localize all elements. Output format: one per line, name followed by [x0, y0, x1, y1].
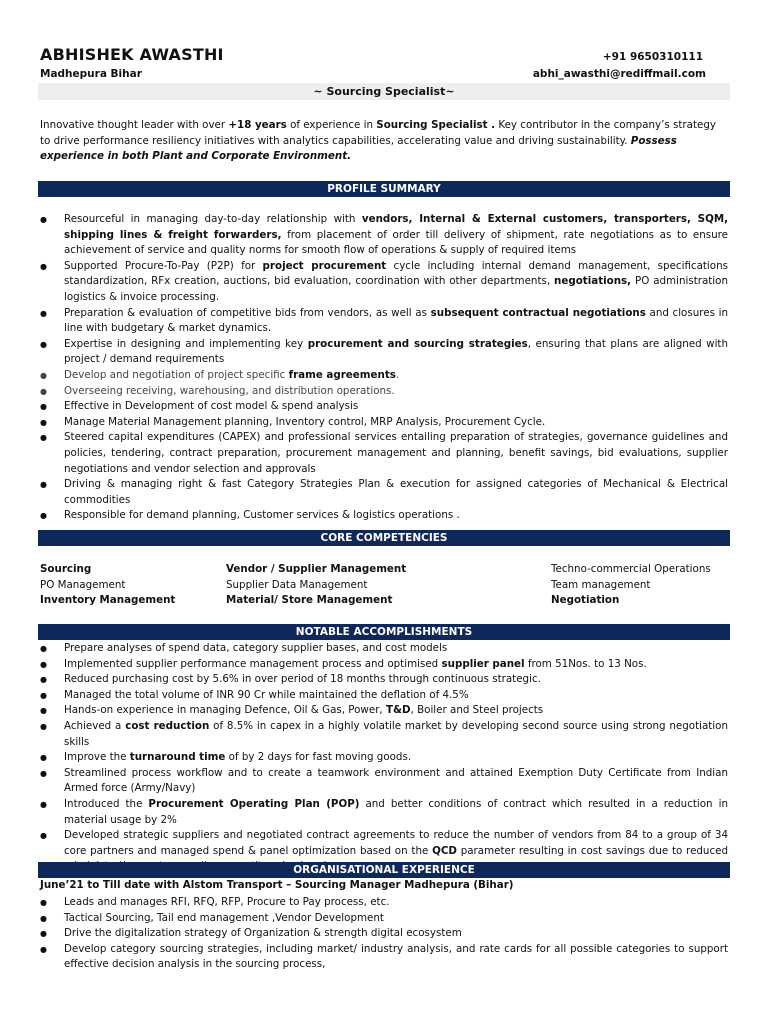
list-item: ● Improve the turnaround time of by 2 days for fast moving goods.: [40, 750, 728, 766]
competency-item: Inventory Management: [40, 594, 176, 607]
competency-item: Techno-commercial Operations: [551, 563, 711, 575]
intro-role: Sourcing Specialist .: [376, 119, 496, 131]
list-item: ● Develop category sourcing strategies, including market/ industry analysis, and rate cards for all possible categories to support effective decision analysis in the sourcing process,: [40, 942, 728, 973]
list-item: ● Reduced purchasing cost by 5.6% in over period of 18 months through continuous strategic.: [40, 672, 728, 688]
email-address[interactable]: abhi_awasthi@rediffmail.com: [532, 68, 706, 80]
competency-item: Vendor / Supplier Management: [226, 563, 407, 575]
candidate-name: ABHISHEK AWASTHI: [40, 45, 224, 64]
competency-item: PO Management: [40, 578, 126, 591]
list-item: ● Effective in Development of cost model & spend analysis: [40, 399, 728, 415]
job-title-banner: ~ Sourcing Specialist~: [38, 83, 730, 100]
list-item: ● Hands-on experience in managing Defence, Oil & Gas, Power, T&D, Boiler and Steel projects: [40, 703, 728, 719]
competency-item: Material/ Store Management: [226, 594, 393, 607]
list-item: ● Expertise in designing and implementing key procurement and sourcing strategies, ensuring that plans are aligned with project / demand requirements: [40, 337, 728, 368]
list-item: ● Overseeing receiving, warehousing, and distribution operations.: [40, 384, 728, 400]
list-item: ● Leads and manages RFI, RFQ, RFP, Procure to Pay process, etc.: [40, 895, 728, 911]
intro-text: of experience in: [286, 119, 377, 131]
competency-item: Team management: [551, 578, 651, 591]
section-header-organisational-experience: ORGANISATIONAL EXPERIENCE: [38, 862, 730, 878]
intro-years: +18 years: [228, 119, 287, 131]
list-item: ● Implemented supplier performance management process and optimised supplier panel from 51Nos. to 13 Nos.: [40, 657, 728, 673]
competency-column: [551, 562, 711, 609]
list-item: ● Supported Procure-To-Pay (P2P) for project procurement cycle including internal demand management, specifications standardization, RFx creation, auctions, bid evaluation, coordination with other departments, negotiations, PO administration logistics & invoice processing.: [40, 259, 728, 306]
experience-role-title: June’21 to Till date with Alstom Transport – Sourcing Manager Madhepura (Bihar): [40, 879, 514, 891]
list-item: ● Steered capital expenditures (CAPEX) and professional services entailing preparation of strategies, governance guidelines and policies, tendering, contract preparation, procurement management and planning, benefit savings, bid evaluations, supplier negotiations and vendor selection and approvals: [40, 430, 728, 477]
list-item: ● Introduced the Procurement Operating Plan (POP) and better conditions of contract which resulted in a reduction in material usage by 2%: [40, 797, 728, 828]
list-item: ● Managed the total volume of INR 90 Cr while maintained the deflation of 4.5%: [40, 688, 728, 704]
phone-number: +91 9650310111: [602, 51, 703, 63]
list-item: ● Preparation & evaluation of competitive bids from vendors, as well as subsequent contractual negotiations and closures in line with budgetary & market dynamics.: [40, 306, 728, 337]
list-item: ● Responsible for demand planning, Customer services & logistics operations .: [40, 508, 728, 524]
list-item: ● Achieved a cost reduction of 8.5% in capex in a highly volatile market by developing second source using strong negotiation skills: [40, 719, 728, 750]
section-header-profile-summary: PROFILE SUMMARY: [38, 181, 730, 197]
profile-summary-list: [40, 212, 728, 524]
list-item: ● Driving & managing right & fast Category Strategies Plan & execution for assigned categories of Mechanical & Electrical commodities: [40, 477, 728, 508]
list-item: ● Manage Material Management planning, Inventory control, MRP Analysis, Procurement Cycle.: [40, 415, 728, 431]
list-item: ● Resourceful in managing day-to-day relationship with vendors, Internal & External customers, transporters, SQM, shipping lines & freight forwarders, from placement of order till delivery of shipment, rate negotiations as to ensure achievement of service and quality norms for smooth flow of operations & supply of required items: [40, 212, 728, 259]
list-item: ● Tactical Sourcing, Tail end management ,Vendor Development: [40, 911, 728, 927]
competency-item: Negotiation: [551, 594, 620, 607]
competency-item: Supplier Data Management: [226, 578, 368, 591]
list-item: ● Drive the digitalization strategy of Organization & strength digital ecosystem: [40, 926, 728, 942]
location: Madhepura Bihar: [40, 68, 142, 80]
section-header-notable-accomplishments: NOTABLE ACCOMPLISHMENTS: [38, 624, 730, 640]
experience-duties-list: [40, 895, 728, 973]
accomplishments-list: [40, 641, 728, 875]
list-item: ● Develop and negotiation of project specific frame agreements.: [40, 368, 728, 384]
competency-item: Sourcing: [40, 563, 92, 575]
competency-column: [226, 562, 406, 609]
competency-column: [40, 562, 175, 609]
intro-text: Key contributor in the company’s strategy to drive performance resiliency initiatives with analytics capabilities, accelerating value and driving sustainability.: [40, 119, 716, 147]
intro-paragraph: [40, 118, 728, 165]
intro-text: Innovative thought leader with over: [40, 119, 229, 131]
list-item: ● Developed strategic suppliers and negotiated contract agreements to reduce the number of vendors from 84 to a group of 34 core partners and managed spend & panel optimization based on the QCD parameter resulting in cost savings due to reduced: [40, 828, 728, 875]
section-header-core-competencies: CORE COMPETENCIES: [38, 530, 730, 546]
list-item: ● Prepare analyses of spend data, category supplier bases, and cost models: [40, 641, 728, 657]
list-item: ● Streamlined process workflow and to create a teamwork environment and attained Exemption Duty Certificate from Indian Armed force (Army/Navy): [40, 766, 728, 797]
intro-experience-note: Possess experience in both Plant and Corporate Environment.: [40, 134, 677, 162]
